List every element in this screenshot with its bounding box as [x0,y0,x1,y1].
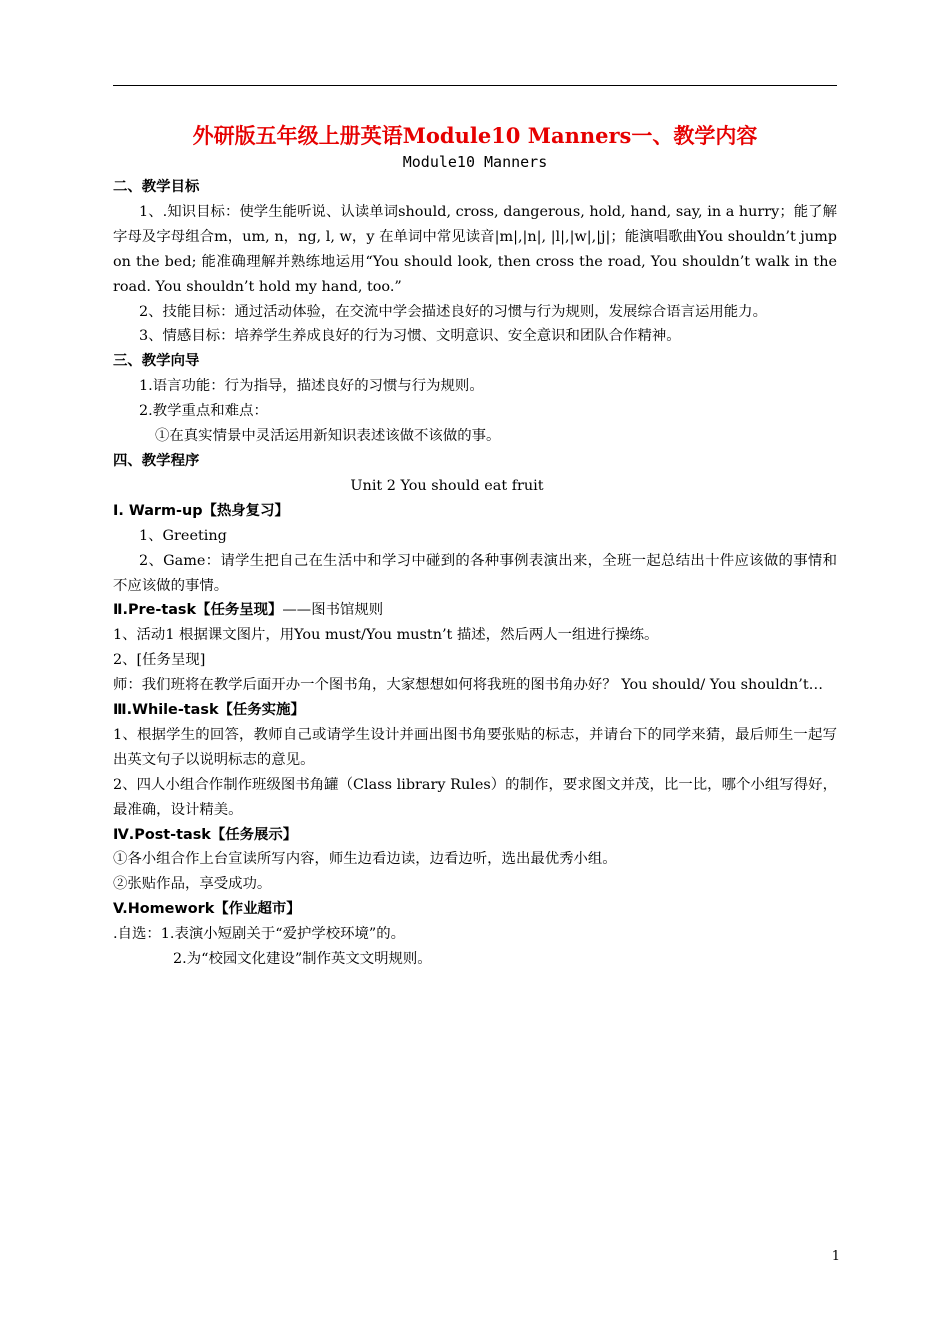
posttask-item-1: ①各小组合作上台宣读所写内容，师生边看边读，边看边听，选出最优秀小组。 [113,851,617,868]
pretask-activity: 1、活动1 根据课文图片，用You must/You mustn’t 描述，然后两人一组进行操练。 [113,627,659,644]
pretask-heading [113,598,837,623]
unit-heading: Unit 2 You should eat fruit [350,477,544,494]
document-subtitle: Module10 Manners [402,153,548,171]
warmup-heading: Ⅰ. Warm-up【热身复习】 [113,502,289,519]
homework-item-1: .自选：1.表演小短剧关于“爱护学校环境”的。 [113,926,406,943]
header-rule [113,85,837,86]
paragraph-knowledge-objective: 1、.知识目标：使学生能听说、认读单词should, cross, dangerous, hold, hand, say, in a hurry；能了解字母及字母组合m，um, n，ng, l, w，y 在单词中常见读音|m|,|n|, |l|,|w|,|j|；能演唱歌曲You shouldn’t jump on the bed; 能准确理解并熟练地运用“You should look, then cross the road, You shouldn’t walk in the road. You shouldn’t hold my hand, too.” [113,203,837,295]
pretask-heading-bold: Ⅱ.Pre-task【任务呈现】 [113,602,283,619]
pretask-teacher-line: 师：我们班将在教学后面开办一个图书角，大家想想如何将我班的图书角办好？ You should/ You shouldn’t… [113,677,823,694]
paragraph-key-points: 2.教学重点和难点： [139,403,268,420]
warmup-game: 2、Game：请学生把自己在生活中和学习中碰到的各种事例表演出来，全班一起总结出十件应该做的事情和不应该做的事情。 [113,552,837,594]
whiletask-heading: Ⅲ.While-task【任务实施】 [113,702,305,719]
paragraph-skill-objective: 2、技能目标：通过活动体验，在交流中学会描述良好的习惯与行为规则，发展综合语言运用能力。 [139,303,767,320]
homework-heading: V.Homework【作业超市】 [113,901,301,918]
warmup-greeting: 1、Greeting [139,527,227,544]
whiletask-item-2: 2、四人小组合作制作班级图书角罐（Class library Rules）的制作，要求图文并茂，比一比，哪个小组写得好，最准确，设计精美。 [113,776,837,818]
document-body [113,175,837,972]
section-heading-procedure: 四、教学程序 [113,452,200,469]
paragraph-key-point-item: ①在真实情景中灵活运用新知识表述该做不该做的事。 [155,428,501,445]
pretask-heading-rest: ——图书馆规则 [282,602,384,619]
paragraph-language-function: 1.语言功能：行为指导，描述良好的习惯与行为规则。 [139,378,484,395]
posttask-item-2: ②张贴作品，享受成功。 [113,876,272,893]
posttask-heading: Ⅳ.Post-task【任务展示】 [113,826,298,843]
section-heading-objectives: 二、教学目标 [113,179,200,195]
paragraph-emotion-objective: 3、情感目标：培养学生养成良好的行为习惯、文明意识、安全意识和团队合作精神。 [139,328,681,345]
page-number: 1 [831,1249,840,1264]
document-title: 外研版五年级上册英语Module10 Manners一、教学内容 [192,123,758,148]
homework-item-2: 2.为“校园文化建设”制作英文文明规则。 [173,951,432,968]
section-heading-guidance: 三、教学向导 [113,353,200,370]
pretask-presentation: 2、[任务呈现] [113,652,206,669]
whiletask-item-1: 1、根据学生的回答，教师自己或请学生设计并画出图书角要张贴的标志，并请台下的同学来猜，最后师生一起写出英文句子以说明标志的意见。 [113,726,837,768]
